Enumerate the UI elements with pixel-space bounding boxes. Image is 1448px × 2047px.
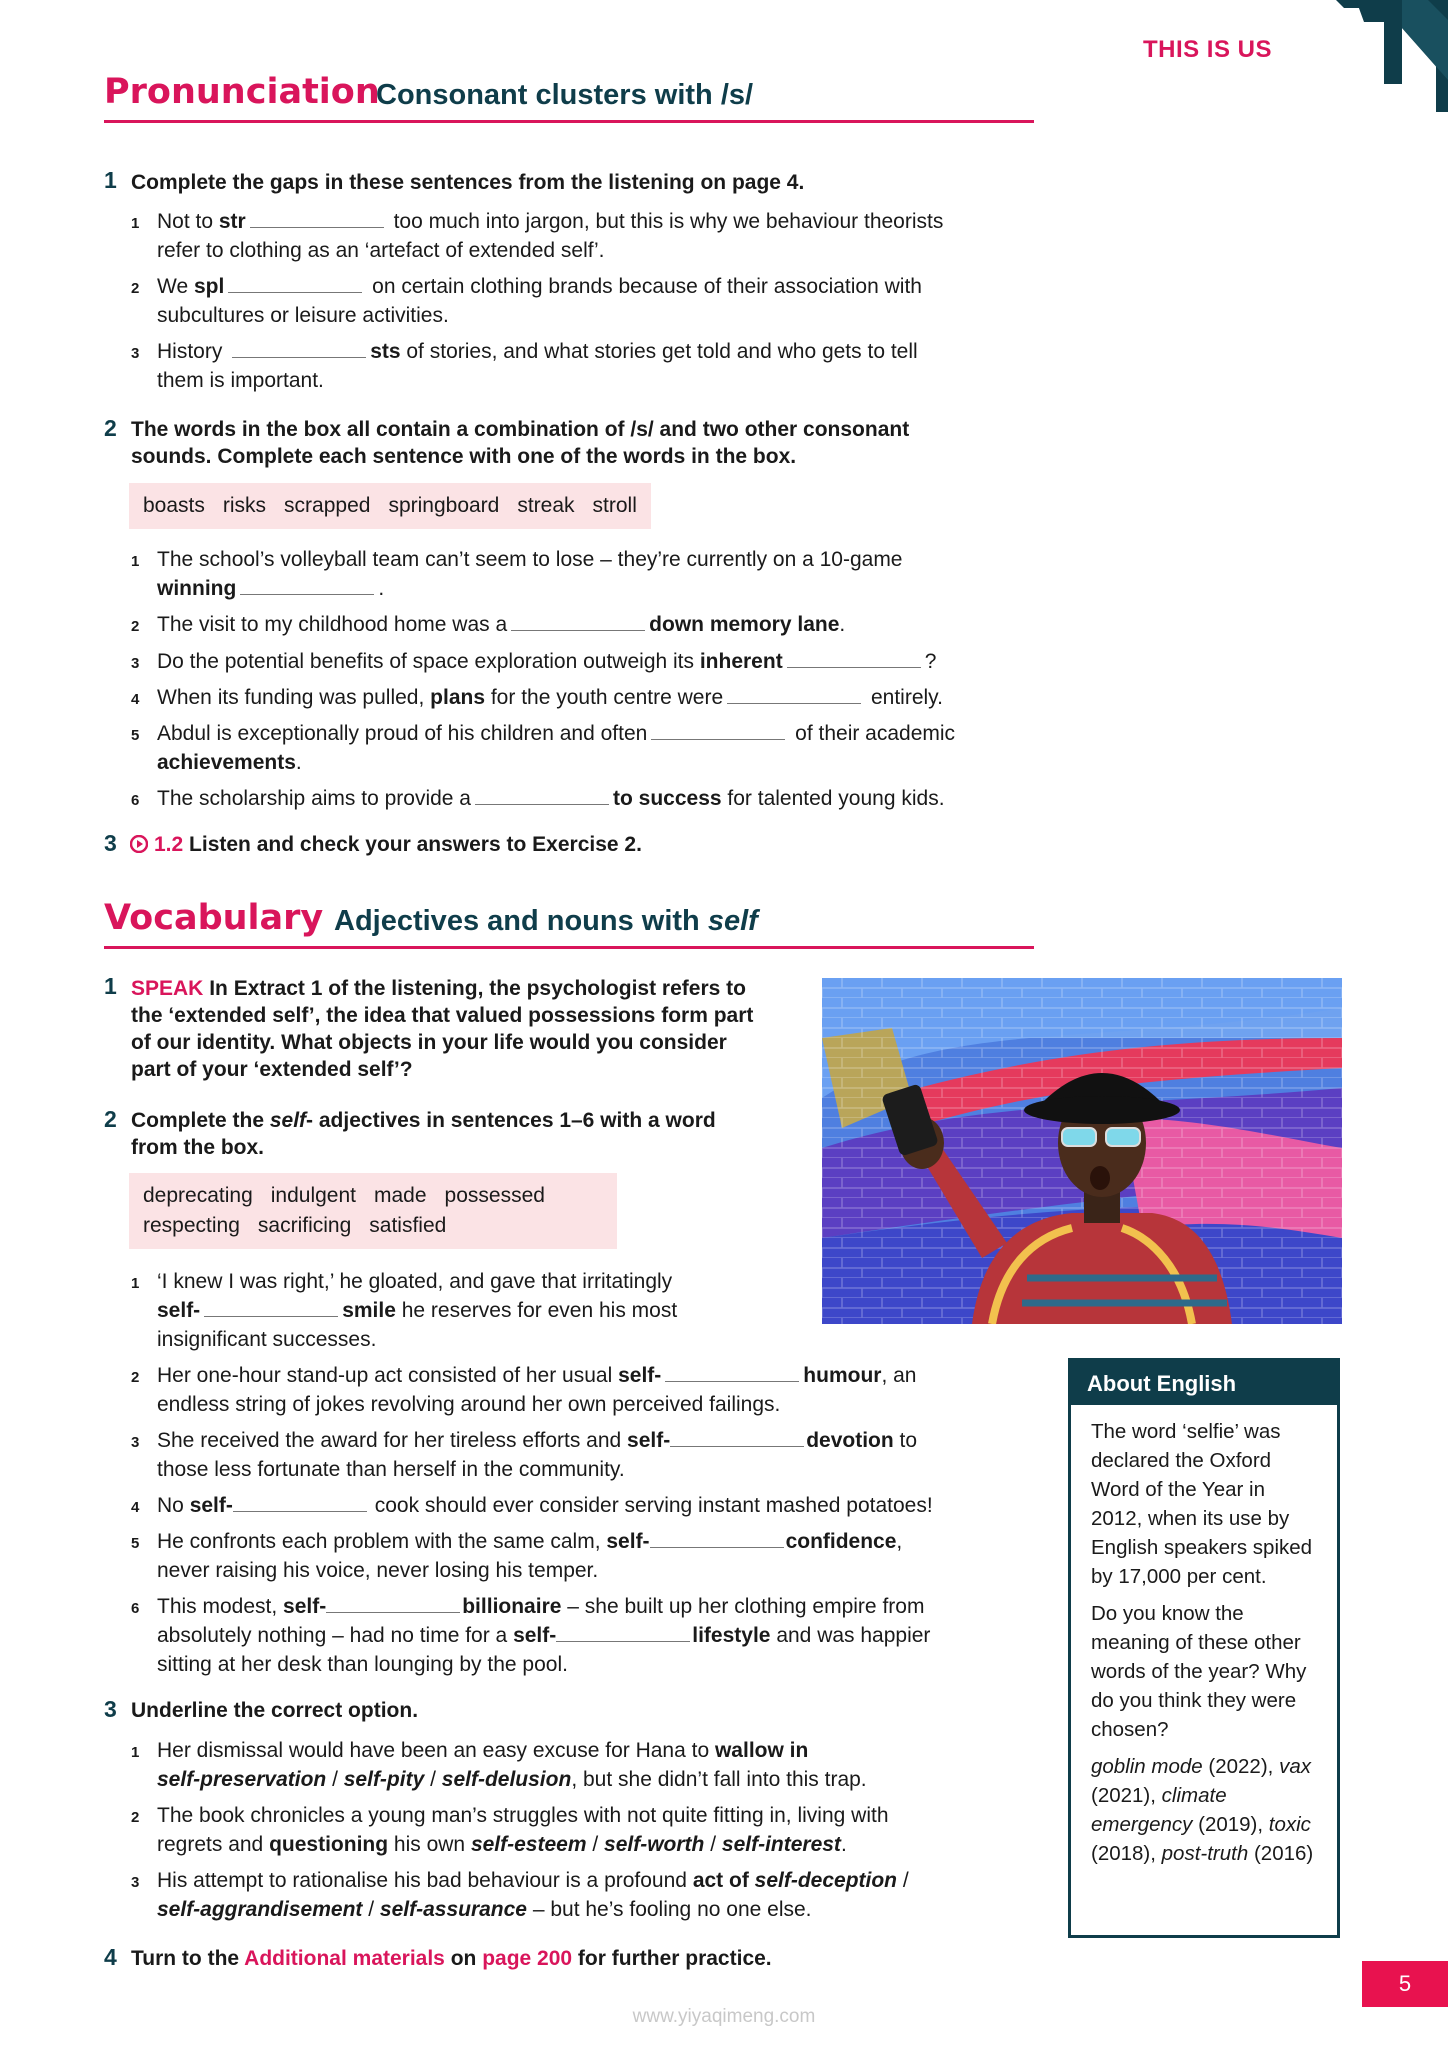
item-number: 2	[131, 618, 140, 635]
about-paragraph: Do you know the meaning of these other words of the year? Why do you think they were chosen?	[1091, 1602, 1307, 1741]
exercise-instruction: 1.2 Listen and check your answers to Exercise 2.	[154, 833, 642, 856]
option[interactable]: self-esteem	[470, 1833, 587, 1856]
item-line: The school’s volleyball team can’t seem to lose – they’re currently on a 10-game	[157, 548, 903, 571]
exercise-instruction: Underline the correct option.	[131, 1699, 419, 1722]
gap[interactable]	[787, 649, 921, 668]
gap[interactable]	[556, 1623, 690, 1642]
selfie-photo	[822, 978, 1342, 1324]
item-number: 2	[131, 280, 140, 297]
about-word-list: goblin mode (2022), vax (2021), climate emergency (2019), toxic (2018), post-truth (2016)	[1091, 1755, 1314, 1865]
exercise-number: 2	[104, 415, 117, 441]
exercise-number: 4	[104, 1944, 117, 1970]
option[interactable]: self-delusion	[441, 1768, 572, 1791]
exercise-instruction: The words in the box all contain a combination of /s/ and two other consonant	[131, 418, 910, 441]
item-number: 1	[131, 1744, 140, 1761]
item-line: This modest, self- billionaire – she built up her clothing empire from	[157, 1595, 925, 1618]
item-line: No self- cook should ever consider serving instant mashed potatoes!	[157, 1494, 933, 1517]
item-number: 3	[131, 345, 140, 362]
gap[interactable]	[475, 786, 609, 805]
gap[interactable]	[650, 1529, 784, 1548]
item-number: 3	[131, 1874, 140, 1891]
exercise-instruction: part of your ‘extended self’?	[131, 1058, 413, 1081]
gap[interactable]	[727, 685, 861, 704]
item-line: History sts of stories, and what stories get told and who gets to tell	[157, 340, 918, 363]
pronunciation-title: Pronunciation	[104, 72, 380, 112]
item-number: 2	[131, 1809, 140, 1826]
exercise-instruction: Turn to the Additional materials on page 200 for further practice.	[131, 1947, 772, 1970]
pronunciation-header	[104, 72, 1034, 123]
additional-materials-link[interactable]: Additional materials	[244, 1947, 445, 1970]
option[interactable]: self-aggrandisement	[157, 1898, 363, 1921]
item-line: Her dismissal would have been an easy excuse for Hana to wallow in	[157, 1739, 809, 1762]
item-line: self-preservation / self-pity / self-delusion, but she didn’t fall into this trap.	[157, 1768, 867, 1791]
exercise-instruction: the ‘extended self’, the idea that valued possessions form part	[131, 1004, 754, 1027]
vocabulary-title: Vocabulary	[104, 898, 324, 938]
vocabulary-header	[104, 898, 1034, 949]
item-number: 6	[131, 792, 140, 809]
exercise-instruction: Complete the gaps in these sentences from the listening on page 4.	[131, 171, 805, 194]
gap[interactable]	[204, 1298, 338, 1317]
item-number: 3	[131, 1434, 140, 1451]
item-line: them is important.	[157, 369, 324, 392]
audio-play-icon[interactable]	[130, 835, 148, 853]
gap[interactable]	[240, 576, 374, 595]
exercise-number: 3	[104, 1696, 117, 1722]
item-line: Her one-hour stand-up act consisted of her usual self- humour, an	[157, 1364, 917, 1387]
option[interactable]: self-assurance	[379, 1898, 527, 1921]
item-line: never raising his voice, never losing his temper.	[157, 1559, 599, 1582]
exercise-instruction: from the box.	[131, 1136, 265, 1159]
gap[interactable]	[665, 1363, 799, 1382]
item-line: absolutely nothing – had no time for a self- lifestyle and was happier	[157, 1624, 931, 1647]
unit-number-badge	[1336, 0, 1448, 112]
item-line: endless string of jokes revolving around her own perceived failings.	[157, 1393, 781, 1416]
about-english-title: About English	[1071, 1361, 1337, 1405]
word-box: boasts risks scrapped springboard streak stroll	[129, 483, 651, 529]
vocabulary-subtitle: Adjectives and nouns with self	[334, 905, 758, 937]
item-line: Do the potential benefits of space exploration outweigh its inherent ?	[157, 650, 937, 673]
item-number: 4	[131, 1499, 140, 1516]
item-line: self- smile he reserves for even his most	[157, 1299, 678, 1322]
about-paragraph: The word ‘selfie’ was declared the Oxford Word of the Year in 2012, when its use by English speakers spiked by 17,000 per cent.	[1091, 1420, 1313, 1588]
gap[interactable]	[232, 339, 366, 358]
gap[interactable]	[250, 209, 384, 228]
item-number: 6	[131, 1600, 140, 1617]
page-number: 5	[1362, 1961, 1448, 2007]
item-line: He confronts each problem with the same calm, self- confidence,	[157, 1530, 903, 1553]
item-line: The book chronicles a young man’s struggles with not quite fitting in, living with	[157, 1804, 889, 1827]
item-number: 1	[131, 1275, 140, 1292]
option[interactable]: self-worth	[604, 1833, 705, 1856]
page-200-link[interactable]: page 200	[482, 1947, 573, 1970]
item-line: subcultures or leisure activities.	[157, 304, 449, 327]
pronunciation-subtitle: Consonant clusters with /s/	[376, 79, 754, 111]
speak-label: SPEAK	[131, 977, 204, 1000]
item-number: 5	[131, 727, 140, 744]
unit-title: THIS IS US	[1142, 36, 1272, 63]
exercise-number: 1	[104, 167, 117, 193]
item-number: 3	[131, 655, 140, 672]
footer-watermark: www.yiyaqimeng.com	[632, 2006, 816, 2027]
item-line: Abdul is exceptionally proud of his children and often of their academic	[157, 722, 956, 745]
item-number: 2	[131, 1369, 140, 1386]
word-box: deprecating indulgent made possessed respecting sacrificing satisfied	[129, 1173, 617, 1249]
item-number: 5	[131, 1535, 140, 1552]
item-line: She received the award for her tireless efforts and self- devotion to	[157, 1429, 918, 1452]
option[interactable]: self-preservation	[157, 1768, 327, 1791]
exercise-number: 3	[104, 830, 117, 856]
item-line: sitting at her desk than lounging by the pool.	[157, 1653, 568, 1676]
item-line: those less fortunate than herself in the community.	[157, 1458, 625, 1481]
option[interactable]: self-pity	[343, 1768, 425, 1791]
exercise-instruction: SPEAK In Extract 1 of the listening, the psychologist refers to	[131, 977, 746, 1000]
item-line: We spl on certain clothing brands because of their association with	[157, 275, 922, 298]
item-line: self-aggrandisement / self-assurance – but he’s fooling no one else.	[157, 1898, 812, 1921]
item-line: His attempt to rationalise his bad behaviour is a profound act of self-deception /	[157, 1869, 909, 1892]
exercise-instruction: Complete the self- adjectives in sentences 1–6 with a word	[131, 1109, 716, 1132]
item-line: achievements.	[157, 751, 302, 774]
item-number: 1	[131, 553, 140, 570]
exercise-instruction: sounds. Complete each sentence with one of the words in the box.	[131, 445, 797, 468]
item-line: The scholarship aims to provide a to success for talented young kids.	[157, 787, 945, 810]
exercise-number: 1	[104, 973, 117, 999]
gap[interactable]	[651, 721, 785, 740]
item-line: ‘I knew I was right,’ he gloated, and gave that irritatingly	[157, 1270, 673, 1293]
item-line: insignificant successes.	[157, 1328, 377, 1351]
exercise-number: 2	[104, 1106, 117, 1132]
option[interactable]: self-deception	[754, 1869, 898, 1892]
gap[interactable]	[670, 1428, 804, 1447]
item-line: Not to str too much into jargon, but this is why we behaviour theorists	[157, 210, 944, 233]
item-line: refer to clothing as an ‘artefact of extended self’.	[157, 239, 605, 262]
item-number: 4	[131, 691, 140, 708]
track-number: 1.2	[154, 833, 184, 856]
item-line: regrets and questioning his own self-esteem / self-worth / self-interest.	[157, 1833, 847, 1856]
gap[interactable]	[326, 1594, 460, 1613]
item-line: The visit to my childhood home was a down memory lane.	[157, 613, 846, 636]
about-english-box	[1068, 1358, 1340, 1938]
gap[interactable]	[233, 1493, 367, 1512]
item-line: When its funding was pulled, plans for the youth centre were entirely.	[157, 686, 943, 709]
gap[interactable]	[228, 274, 362, 293]
option[interactable]: self-interest	[721, 1833, 841, 1856]
exercise-instruction: of our identity. What objects in your life would you consider	[131, 1031, 727, 1054]
item-number: 1	[131, 215, 140, 232]
item-line: winning .	[157, 577, 385, 600]
gap[interactable]	[511, 612, 645, 631]
